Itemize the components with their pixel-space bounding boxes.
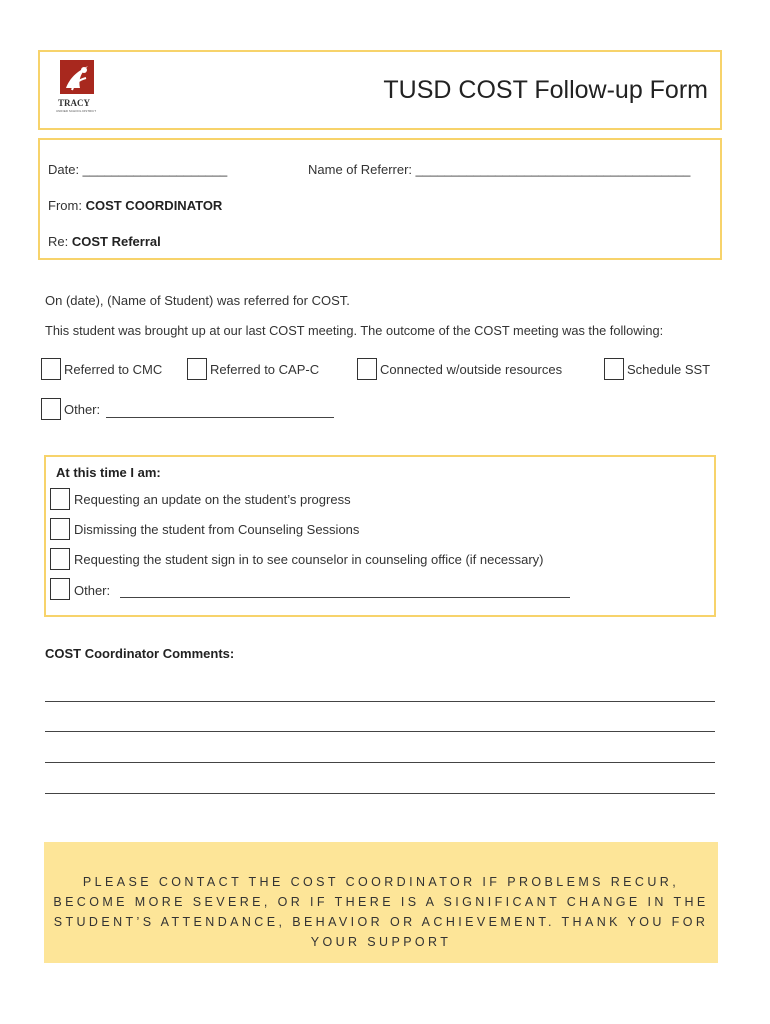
logo-emblem-icon bbox=[58, 58, 98, 102]
checkbox-other-action[interactable] bbox=[50, 578, 70, 600]
label-dismiss-student: Dismissing the student from Counseling Sessions bbox=[74, 522, 360, 537]
checkbox-dismiss-student[interactable] bbox=[50, 518, 70, 540]
outcome-statement: This student was brought up at our last COST meeting. The outcome of the COST meeting was the following: bbox=[45, 323, 664, 338]
re-value: COST Referral bbox=[71, 234, 161, 249]
referrer-field-label[interactable]: Name of Referrer: ______________________________________ bbox=[308, 162, 691, 177]
info-box bbox=[38, 138, 722, 260]
label-request-update: Requesting an update on the student’s progress bbox=[74, 492, 351, 507]
from-row bbox=[48, 198, 222, 213]
checkbox-referred-capc[interactable] bbox=[187, 358, 207, 380]
comment-line[interactable] bbox=[45, 762, 715, 763]
action-box bbox=[44, 455, 716, 617]
date-field-label[interactable]: Date: ____________________ bbox=[48, 162, 228, 177]
comment-line[interactable] bbox=[45, 793, 715, 794]
other-action-line[interactable] bbox=[120, 597, 570, 598]
action-heading: At this time I am: bbox=[56, 465, 161, 480]
from-value: COST COORDINATOR bbox=[85, 198, 223, 213]
label-other-action: Other: bbox=[74, 583, 111, 598]
footer-notice-box bbox=[44, 842, 718, 963]
label-referred-cmc: Referred to CMC bbox=[64, 362, 163, 377]
checkbox-request-update[interactable] bbox=[50, 488, 70, 510]
label-outside-resources: Connected w/outside resources bbox=[380, 362, 563, 377]
other-outcome-line[interactable] bbox=[106, 417, 334, 418]
checkbox-schedule-sst[interactable] bbox=[604, 358, 624, 380]
header-box bbox=[38, 50, 722, 130]
label-other-outcome: Other: bbox=[64, 402, 101, 417]
from-label: From: bbox=[48, 198, 82, 213]
comments-heading: COST Coordinator Comments: bbox=[45, 646, 235, 661]
tracy-logo bbox=[58, 58, 98, 118]
checkbox-referred-cmc[interactable] bbox=[41, 358, 61, 380]
referral-statement: On (date), (Name of Student) was referred for COST. bbox=[45, 293, 350, 308]
re-row bbox=[48, 234, 161, 249]
re-label: Re: bbox=[48, 234, 69, 249]
logo-text: TRACY bbox=[58, 98, 91, 108]
checkbox-outside-resources[interactable] bbox=[357, 358, 377, 380]
footer-notice: PLEASE CONTACT THE COST COORDINATOR IF PROBLEMS RECUR, BECOME MORE SEVERE, OR IF THERE IS A SIGNIFICANT CHANGE IN THE STUDENT’S ATTENDANCE, BEHAVIOR OR ACHIEVEMENT. THANK YOU FOR YOUR SUPPORT bbox=[53, 875, 709, 949]
comment-line[interactable] bbox=[45, 701, 715, 702]
label-request-sign-in: Requesting the student sign in to see counselor in counseling office (if necessary) bbox=[74, 552, 544, 567]
checkbox-other-outcome[interactable] bbox=[41, 398, 61, 420]
comment-line[interactable] bbox=[45, 731, 715, 732]
label-schedule-sst: Schedule SST bbox=[627, 362, 711, 377]
label-referred-capc: Referred to CAP-C bbox=[210, 362, 320, 377]
logo-subtext: UNIFIED SCHOOL DISTRICT bbox=[56, 109, 97, 113]
page-title: TUSD COST Follow-up Form bbox=[383, 76, 708, 104]
checkbox-request-sign-in[interactable] bbox=[50, 548, 70, 570]
